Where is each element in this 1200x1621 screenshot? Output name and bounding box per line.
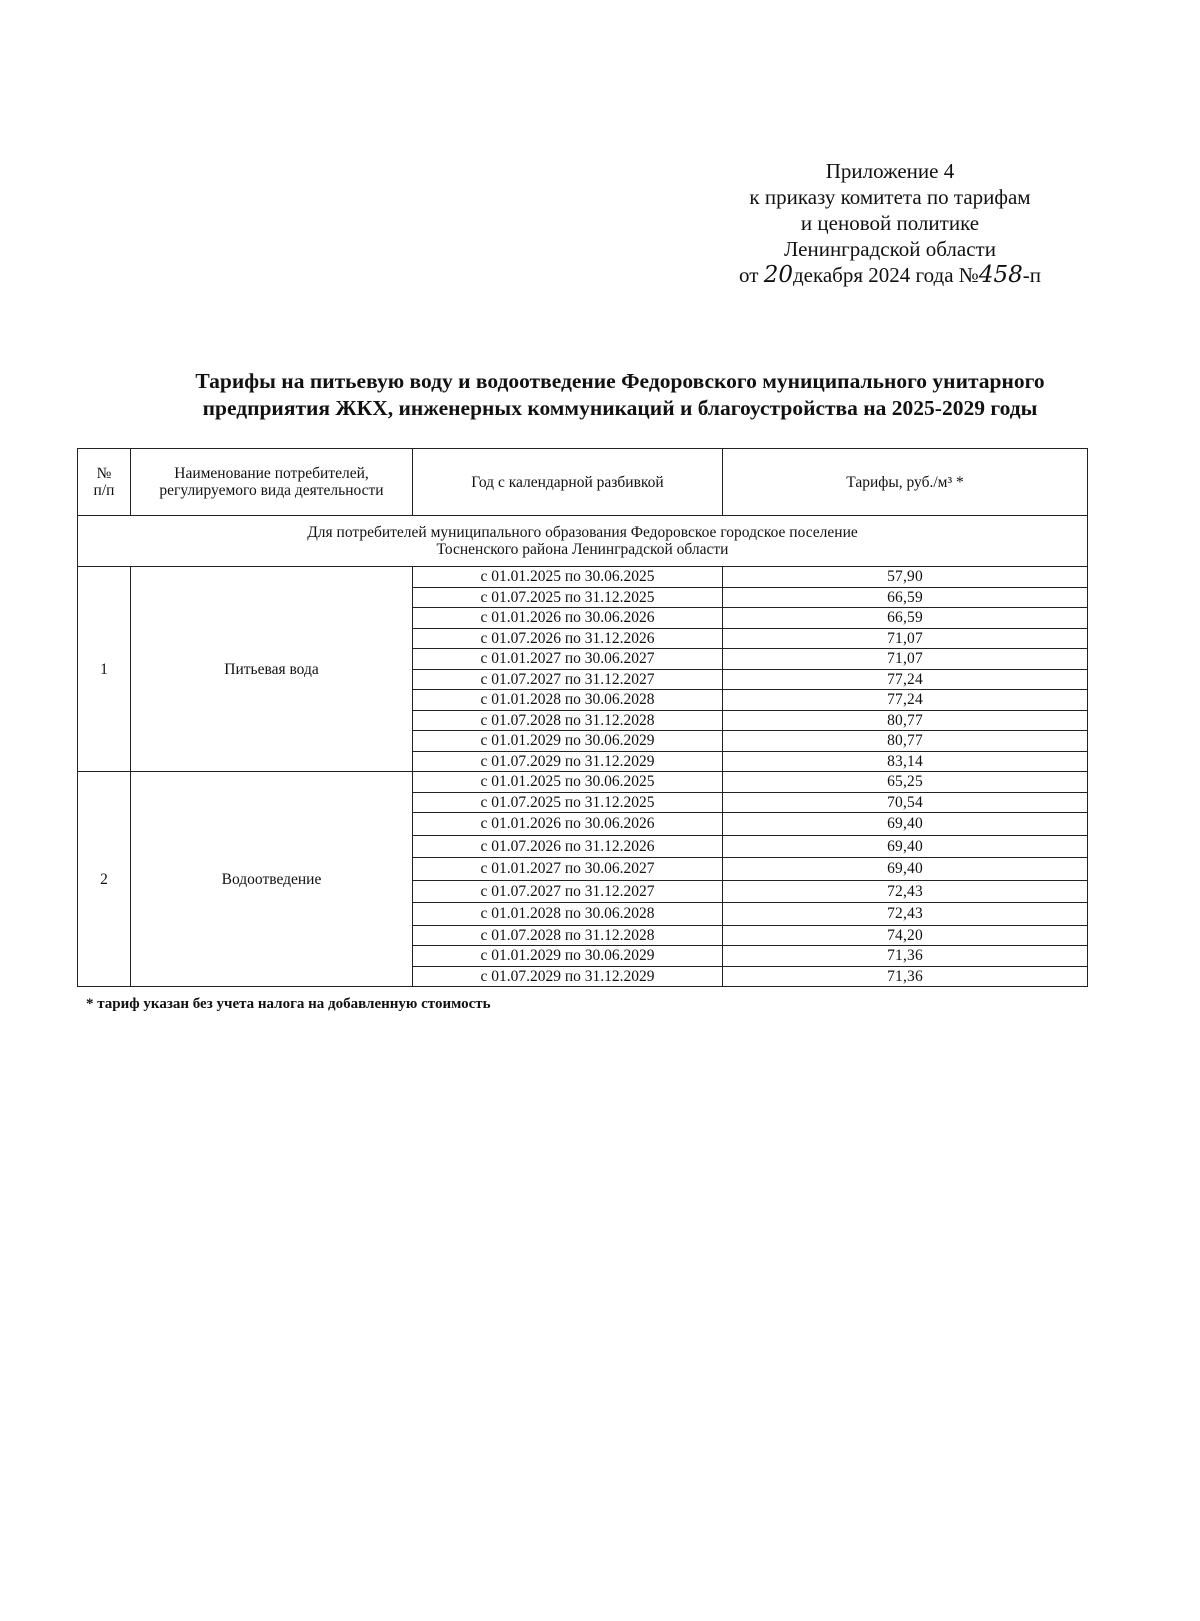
document-title bbox=[120, 368, 1120, 422]
price-cell: 70,54 bbox=[723, 792, 1088, 813]
period-cell: с 01.01.2025 по 30.06.2025 bbox=[413, 567, 723, 588]
price-cell: 83,14 bbox=[723, 751, 1088, 772]
date-middle: декабря 2024 года № bbox=[792, 263, 979, 287]
annex-date-line bbox=[690, 262, 1090, 288]
price-cell: 77,24 bbox=[723, 690, 1088, 711]
period-cell: с 01.01.2027 по 30.06.2027 bbox=[413, 649, 723, 670]
header-period: Год с календарной разбивкой bbox=[413, 449, 723, 516]
price-cell: 69,40 bbox=[723, 858, 1088, 881]
price-cell: 69,40 bbox=[723, 813, 1088, 836]
period-cell: с 01.01.2029 по 30.06.2029 bbox=[413, 946, 723, 967]
price-cell: 71,36 bbox=[723, 946, 1088, 967]
annex-order-ref: к приказу комитета по тарифам bbox=[749, 185, 1031, 209]
annex-committee: и ценовой политике bbox=[800, 211, 980, 235]
price-cell: 57,90 bbox=[723, 567, 1088, 588]
annex-block bbox=[690, 158, 1090, 288]
section-name: Питьевая вода bbox=[131, 567, 413, 772]
period-cell: с 01.07.2027 по 31.12.2027 bbox=[413, 669, 723, 690]
table-row bbox=[78, 772, 1088, 793]
handwritten-day: 20 bbox=[763, 262, 793, 288]
period-cell: с 01.01.2029 по 30.06.2029 bbox=[413, 731, 723, 752]
period-cell: с 01.07.2025 по 31.12.2025 bbox=[413, 587, 723, 608]
period-cell: с 01.01.2026 по 30.06.2026 bbox=[413, 813, 723, 836]
price-cell: 69,40 bbox=[723, 835, 1088, 858]
table-row bbox=[78, 567, 1088, 588]
period-cell: с 01.07.2028 по 31.12.2028 bbox=[413, 925, 723, 946]
table-header-row bbox=[78, 449, 1088, 516]
price-cell: 71,07 bbox=[723, 628, 1088, 649]
period-cell: с 01.01.2027 по 30.06.2027 bbox=[413, 858, 723, 881]
price-cell: 72,43 bbox=[723, 880, 1088, 903]
handwritten-number: 458 bbox=[978, 262, 1023, 288]
section-number: 2 bbox=[78, 772, 131, 987]
price-cell: 71,36 bbox=[723, 966, 1088, 987]
price-cell: 66,59 bbox=[723, 587, 1088, 608]
group-caption: Для потребителей муниципального образования Федоровское городское поселение Тосненского района Ленинградской области bbox=[78, 516, 1088, 567]
header-price: Тарифы, руб./м³ * bbox=[723, 449, 1088, 516]
period-cell: с 01.07.2029 по 31.12.2029 bbox=[413, 966, 723, 987]
price-cell: 80,77 bbox=[723, 731, 1088, 752]
period-cell: с 01.07.2029 по 31.12.2029 bbox=[413, 751, 723, 772]
price-cell: 72,43 bbox=[723, 903, 1088, 926]
period-cell: с 01.07.2027 по 31.12.2027 bbox=[413, 880, 723, 903]
period-cell: с 01.01.2028 по 30.06.2028 bbox=[413, 690, 723, 711]
title-line-1: Тарифы на питьевую воду и водоотведение Федоровского муниципального унитарного bbox=[195, 369, 1045, 393]
price-cell: 71,07 bbox=[723, 649, 1088, 670]
period-cell: с 01.07.2026 по 31.12.2026 bbox=[413, 835, 723, 858]
period-cell: с 01.07.2028 по 31.12.2028 bbox=[413, 710, 723, 731]
section-number: 1 bbox=[78, 567, 131, 772]
price-cell: 77,24 bbox=[723, 669, 1088, 690]
tariffs-table bbox=[77, 448, 1088, 987]
price-cell: 80,77 bbox=[723, 710, 1088, 731]
price-cell: 74,20 bbox=[723, 925, 1088, 946]
period-cell: с 01.01.2026 по 30.06.2026 bbox=[413, 608, 723, 629]
price-cell: 65,25 bbox=[723, 772, 1088, 793]
period-cell: с 01.01.2028 по 30.06.2028 bbox=[413, 903, 723, 926]
annex-title: Приложение 4 bbox=[825, 159, 955, 183]
title-line-2: предприятия ЖКХ, инженерных коммуникаций и благоустройства на 2025-2029 годы bbox=[202, 396, 1038, 420]
vat-footnote: * тариф указан без учета налога на добавленную стоимость bbox=[86, 996, 491, 1012]
header-number: № п/п bbox=[78, 449, 131, 516]
price-cell: 66,59 bbox=[723, 608, 1088, 629]
number-suffix: -п bbox=[1022, 263, 1041, 287]
annex-region: Ленинградской области bbox=[784, 237, 996, 261]
group-row bbox=[78, 516, 1088, 567]
date-prefix: от bbox=[739, 263, 759, 287]
section-name: Водоотведение bbox=[131, 772, 413, 987]
period-cell: с 01.07.2026 по 31.12.2026 bbox=[413, 628, 723, 649]
header-consumer-name: Наименование потребителей, регулируемого вида деятельности bbox=[131, 449, 413, 516]
period-cell: с 01.07.2025 по 31.12.2025 bbox=[413, 792, 723, 813]
period-cell: с 01.01.2025 по 30.06.2025 bbox=[413, 772, 723, 793]
